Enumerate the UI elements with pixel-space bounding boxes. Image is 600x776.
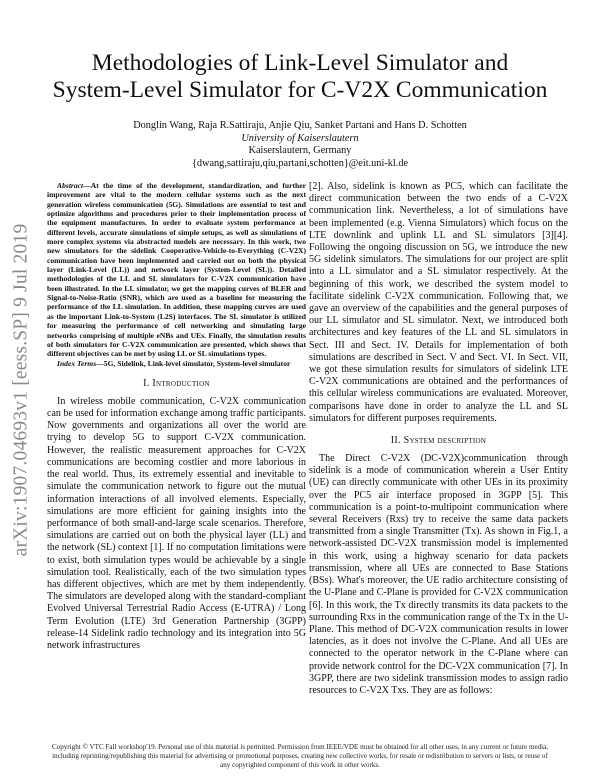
introduction-paragraph: In wireless mobile communication, C-V2X communication can be used for information exchange among traffic participants. Now governments and organizations all over the world are trying to develop 5G to support C-V2X communication. However, the realistic measurement approaches for C-V2X communications are becoming costlier and more laborious in the real world. Thus, its extremely essential and inevitable to simulate the communication network to figure out the mutual information interactions of all involved elements. Especially, simulations are more efficient for gaining insights into the performance of both small-and-large scale scenarios. Therefore, simulations are carried out on both the physical layer (LL) and the network (SL) context [1]. If no computation limitations were to exist, both simulation types would be achievable by a single simulation tool. Realistically, each of the two simulation types has different objectives, which are met by them independently. The simulators are developed along with the standard-compliant Evolved Universal Terrestrial Radio Access (E-UTRA) / Long Term Evolution (LTE) 3rd Generation Partnership (3GPP) release-14 Sidelink radio technology and its integration into 5G network infrastructures (47, 395, 306, 651)
author-names: Donglin Wang, Raja R.Sattiraju, Anjie Qiu, Sanket Partani and Hans D. Schotten (133, 120, 467, 131)
section-number: I. (143, 377, 150, 389)
index-terms-lead: Index Terms (57, 358, 97, 368)
right-column (309, 181, 568, 697)
title-line-1: Methodologies of Link-Level Simulator and (91, 50, 509, 76)
abstract-text: —At the time of the development, standardization, and further improvement are vital to the modern cellular systems such as the next generation wireless communication (5G). Simulations are essential to test and optimize algorithms and procedures prior to their implementation process of the equipment manufactures. In order to evaluate system performance at different levels, accurate simulations of simple setups, as well as simulations of more complex systems via abstracted models are necessary. In this work, two new simulators for the sidelink Cooperative-Vehicle-to-Everything (C-V2X) communication have been implemented and carried out on both the physical layer (Link-Level (LL)) and network layer (System-Level (SL)). Detailed methodologies of the LL and SL simulators for C-V2X communication have been illustrated. In the LL simulator, we get the mapping curves of BLER and Signal-to-Noise-Ratio (SNR), which are used as a baseline for measuring the performance of the LL simulation. In addition, these mapping curves are used as the important Link-to-System (L2S) interfaces. The SL simulator is utilized for measuring the performance of cell networking and simulating large networks comprising of multiple eNBs and UEs. Finally, the simulation results of both simulators for C-V2X communication are presented, which shows that different objectives can be met by using LL or SL simulations types. (47, 181, 306, 359)
arxiv-id: arXiv:1907.04693v1 [eess.SP] 9 Jul 2019 (10, 223, 32, 557)
abstract-lead: Abstract (57, 181, 84, 190)
section-title: System description (403, 435, 487, 447)
section-number: II. (390, 435, 401, 447)
institution: University of Kaiserslautern (241, 132, 359, 144)
author-block (40, 120, 560, 170)
paper-title (40, 50, 560, 104)
index-terms (47, 359, 306, 368)
title-line-2: System-Level Simulator for C-V2X Communication (52, 77, 548, 103)
copyright-footer: Copyright © VTC Fall workshop'19. Personal use of this material is permitted. Permission from IEEE/VDE must be obtained for all other uses, in any current or future media, including reprinting/republishing this material for advertising or promotional purposes, creating new collective works, for resale or redistribution to servers or lists, or reuse of any copyrighted component of this work in other works. (51, 743, 549, 769)
introduction-body (47, 396, 306, 652)
introduction-continued (309, 181, 568, 425)
left-column (47, 181, 306, 652)
section-heading-introduction (47, 378, 306, 390)
section-heading-system-description (309, 435, 568, 447)
index-terms-text: —5G, Sidelink, Link-level simulator, System-level simulator (96, 358, 291, 368)
section-title: Introduction (152, 377, 210, 389)
emails: {dwang,sattiraju,qiu,partani,schotten}@eit.uni-kl.de (191, 157, 409, 169)
introduction-paragraph-continued: [2]. Also, sidelink is known as PC5, which can facilitate the direct communication between the two ends of a C-V2X communication link. Nevertheless, a lot of simulations have been implemented (e.g. Vienna Simulators) which focus on the LTE downlink and uplink LL and SL simulators [3][4]. Following the ongoing discussion on 5G, we introduce the new 5G sidelink simulators. The simulations for our project are split into a LL simulator and a SL simulator respectively. At the beginning of this work, we described the system model to facilitate sidelink C-V2X communication. Following that, we gave an overview of the capabilities and the general purposes of our LL simulator and SL simulator. Next, we introduced both architectures and key features of the LL and SL simulators in Sect. III and Sect. IV. Details for implementation of both simulations are described in Sect. V and Sect. VI. In Sect. VII, we got these simulation results for simulators of sidelink LTE C-V2X communications are obtained and the performances of this cellular wireless communications are evaluated. Moreover, comparisons have done in order to analyze the LL and SL simulators for different purposes requirements. (309, 181, 568, 424)
location: Kaiserslautern, Germany (248, 145, 352, 157)
system-description-body (309, 453, 568, 697)
abstract (47, 181, 306, 359)
system-description-paragraph: The Direct C-V2X (DC-V2X)communication through sidelink is a mode of communication wherein a User Entity (UE) can directly communicate with other UEs in its proximity over the PC5 air interface proposed in 3GPP [5]. This communication is a point-to-multipoint communication where several Receivers (Rxs) try to receive the same data packets transmitted from a single Transmitter (Tx). As shown in Fig.1, a network-assisted DC-V2X transmission model is implemented in this work, using a highway scenario for data packets transmission, where all UEs are connected to Base Stations (BSs). What's moreover, the UE radio architecture consisting of the U-Plane and C-Plane is provided for C-V2X communication [6]. In this work, the Tx directly transmits its data packets to the surrounding Rxs in the communication range of the Tx in the U-Plane. This method of DC-V2X communication results in lower latencies, as it does not involve the C-Plane. And all UEs are connected to the operator network in the C-Plane where can provide network control for the DC-V2X communication [7]. In 3GPP, there are two sidelink transmission modes to assign radio resources to C-V2X Txs. They are as follows: (309, 453, 568, 696)
arxiv-watermark (4, 150, 38, 630)
